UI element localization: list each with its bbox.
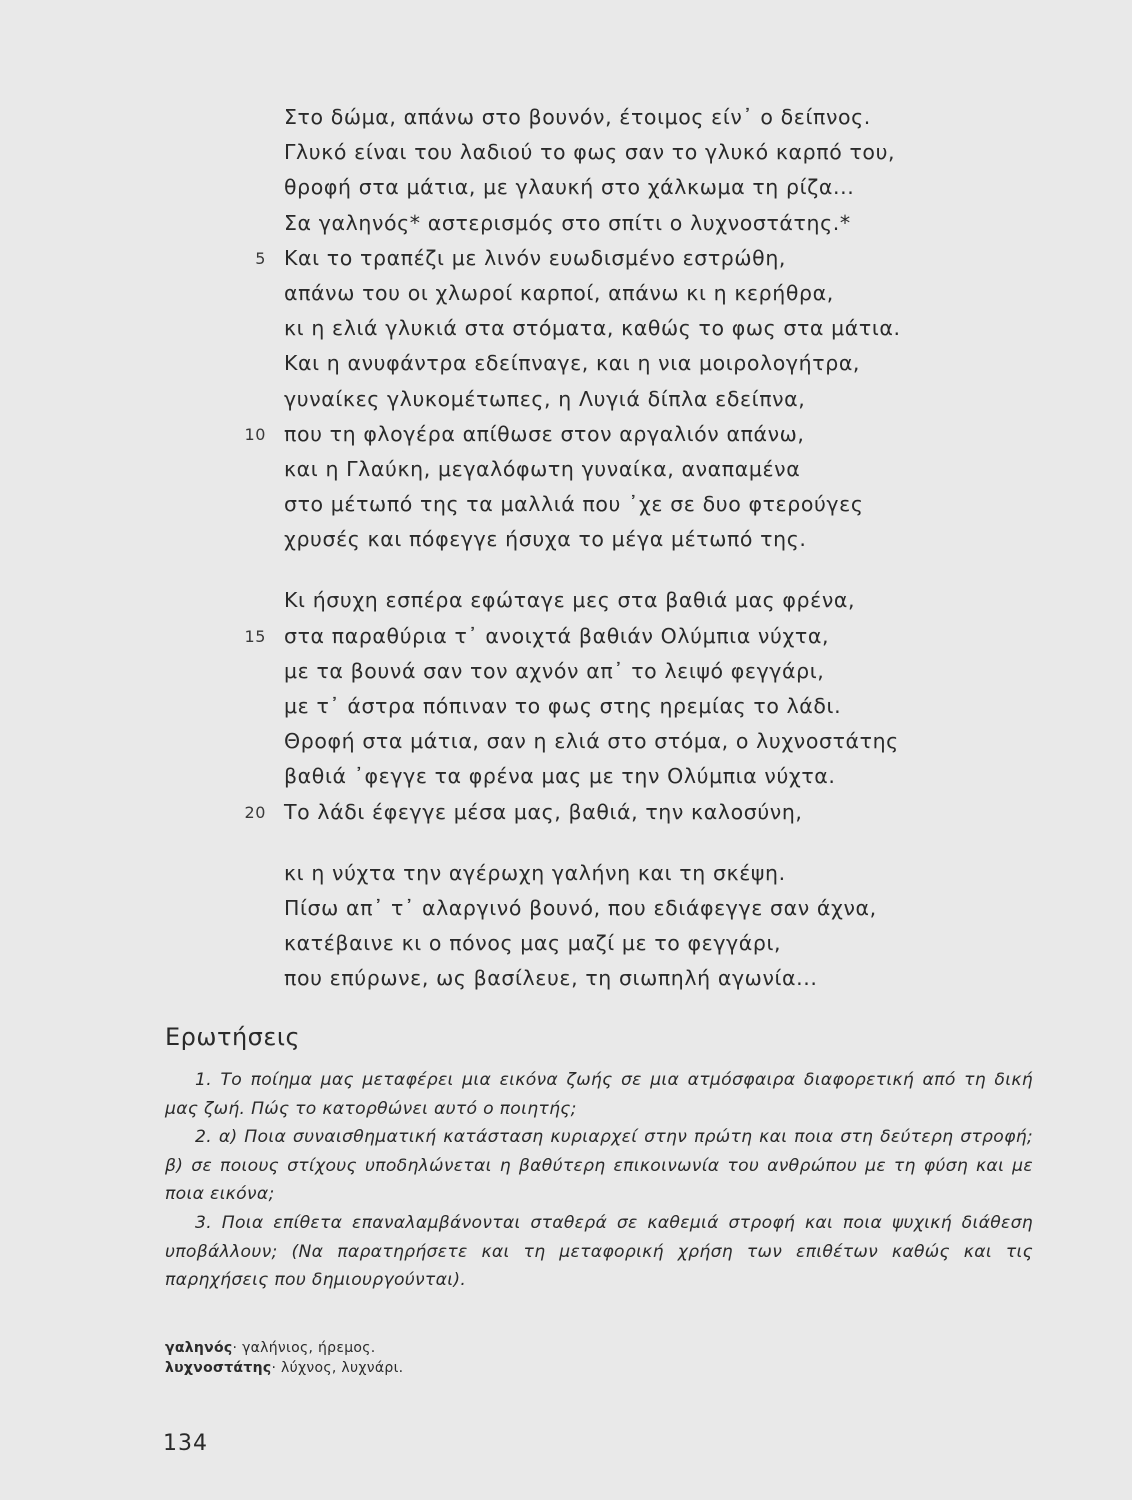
poem-line — [0, 170, 1132, 205]
poem-line — [0, 724, 1132, 759]
question-item: 3. Ποια επίθετα επαναλαμβάνονται σταθερά σε καθεμιά στροφή και ποια ψυχική διάθεση υποβάλλουν; (Να παρατηρήσετε και τη μεταφορική χρήση των επιθέτων καθώς και τις παρηχήσεις που δημιουργούνται). — [165, 1212, 1033, 1291]
poem-line — [0, 619, 1132, 654]
line-text: Θροφή στα μάτια, σαν η ελιά στο στόμα, ο λυχνοστάτης — [284, 729, 899, 754]
glossary-definition: λύχνος, λυχνάρι. — [280, 1360, 404, 1376]
poem-line — [0, 276, 1132, 311]
glossary-entry — [165, 1358, 403, 1378]
poem-line — [0, 522, 1132, 557]
poem-line — [0, 689, 1132, 724]
line-text: θροφή στα μάτια, με γλαυκή στο χάλκωμα τη ρίζα... — [284, 175, 855, 200]
stanza-gap — [0, 830, 1132, 856]
poem-line — [0, 891, 1132, 926]
poem-line — [0, 654, 1132, 689]
glossary-definition: γαλήνιος, ήρεμος. — [242, 1340, 376, 1356]
poem-line — [0, 100, 1132, 135]
poem-line — [0, 311, 1132, 346]
line-text: Σα γαληνός* αστερισμός στο σπίτι ο λυχνοστάτης.* — [284, 210, 851, 235]
line-text: Και το τραπέζι με λινόν ευωδισμένο εστρώθη, — [284, 245, 787, 270]
question-item: 1. Το ποίημα μας μεταφέρει μια εικόνα ζωής σε μια ατμόσφαιρα διαφορετική από τη δική μας ζωή. Πώς το κατορθώνει αυτό ο ποιητής; — [165, 1070, 1033, 1119]
glossary-entry — [165, 1338, 403, 1358]
questions-list — [165, 1066, 1033, 1295]
poem-line — [0, 487, 1132, 522]
glossary — [165, 1338, 403, 1378]
line-text: κατέβαινε κι ο πόνος μας μαζί με το φεγγάρι, — [284, 931, 782, 956]
poem-line — [0, 382, 1132, 417]
poem-stanza-2 — [0, 583, 1132, 829]
line-text: Κι ήσυχη εσπέρα εφώταγε μες στα βαθιά μας φρένα, — [284, 588, 856, 613]
poem-line — [0, 583, 1132, 618]
glossary-colon: · — [271, 1360, 281, 1376]
stanza-gap — [0, 557, 1132, 583]
poem-line — [0, 856, 1132, 891]
line-text: και η Γλαύκη, μεγαλόφωτη γυναίκα, αναπαμένα — [284, 456, 801, 481]
questions-heading: Ερωτήσεις — [165, 1023, 301, 1051]
line-text: που τη φλογέρα απίθωσε στον αργαλιόν απάνω, — [284, 421, 805, 446]
poem-stanza-3 — [0, 856, 1132, 997]
line-text: στο μέτωπό της τα μαλλιά που ᾽χε σε δυο φτερούγες — [284, 492, 864, 517]
page-number: 134 — [163, 1431, 208, 1456]
poem-line — [0, 759, 1132, 794]
poem-line — [0, 452, 1132, 487]
poem-line — [0, 961, 1132, 996]
glossary-term: γαληνός — [165, 1340, 233, 1356]
poem — [0, 100, 1132, 997]
poem-line — [0, 241, 1132, 276]
poem-line — [0, 926, 1132, 961]
line-number: 15 — [244, 626, 266, 646]
glossary-colon: · — [232, 1340, 243, 1356]
line-text: χρυσές και πόφεγγε ήσυχα το μέγα μέτωπό της. — [284, 527, 807, 552]
line-text: Στο δώμα, απάνω στο βουνόν, έτοιμος είν᾽ ο δείπνος. — [284, 105, 871, 129]
line-text: με τ᾽ άστρα πόπιναν το φως στης ηρεμίας το λάδι. — [284, 694, 842, 718]
line-text: στα παραθύρια τ᾽ ανοιχτά βαθιάν Ολύμπια νύχτα, — [284, 623, 830, 648]
line-text: Και η ανυφάντρα εδείπναγε, και η νια μοιρολογήτρα, — [284, 351, 861, 376]
poem-line — [0, 206, 1132, 241]
line-text: κι η ελιά γλυκιά στα στόματα, καθώς το φως στα μάτια. — [284, 316, 901, 341]
line-text: γυναίκες γλυκομέτωπες, η Λυγιά δίπλα εδείπνα, — [284, 386, 806, 411]
line-text: βαθιά ᾽φεγγε τα φρένα μας με την Ολύμπια νύχτα. — [284, 764, 836, 789]
poem-line — [0, 795, 1132, 830]
line-number: 20 — [244, 802, 266, 822]
line-text: που επύρωνε, ως βασίλευε, τη σιωπηλή αγωνία... — [284, 966, 818, 991]
line-text: Πίσω απ᾽ τ᾽ αλαργινό βουνό, που εδιάφεγγε σαν άχνα, — [284, 895, 877, 920]
line-text: με τα βουνά σαν τον αχνόν απ᾽ το λειψό φεγγάρι, — [284, 658, 825, 683]
line-text: Γλυκό είναι του λαδιού το φως σαν το γλυκό καρπό του, — [284, 140, 896, 165]
line-text: κι η νύχτα την αγέρωχη γαλήνη και τη σκέψη. — [284, 860, 786, 885]
question-item: 2. α) Ποια συναισθηματική κατάσταση κυριαρχεί στην πρώτη και ποια στη δεύτερη στροφή; β) σε ποιους στίχους υποδηλώνεται η βαθύτερη επικοινωνία του ανθρώπου με τη φύση και με ποια εικόνα; — [165, 1127, 1033, 1205]
glossary-term: λυχνοστάτης — [165, 1360, 272, 1376]
line-number: 5 — [255, 248, 266, 268]
line-number: 10 — [244, 424, 266, 444]
line-text: απάνω του οι χλωροί καρποί, απάνω κι η κερήθρα, — [284, 280, 834, 305]
poem-stanza-1 — [0, 100, 1132, 557]
line-text: Το λάδι έφεγγε μέσα μας, βαθιά, την καλοσύνη, — [284, 799, 803, 824]
poem-line — [0, 346, 1132, 381]
poem-line — [0, 135, 1132, 170]
poem-line — [0, 417, 1132, 452]
